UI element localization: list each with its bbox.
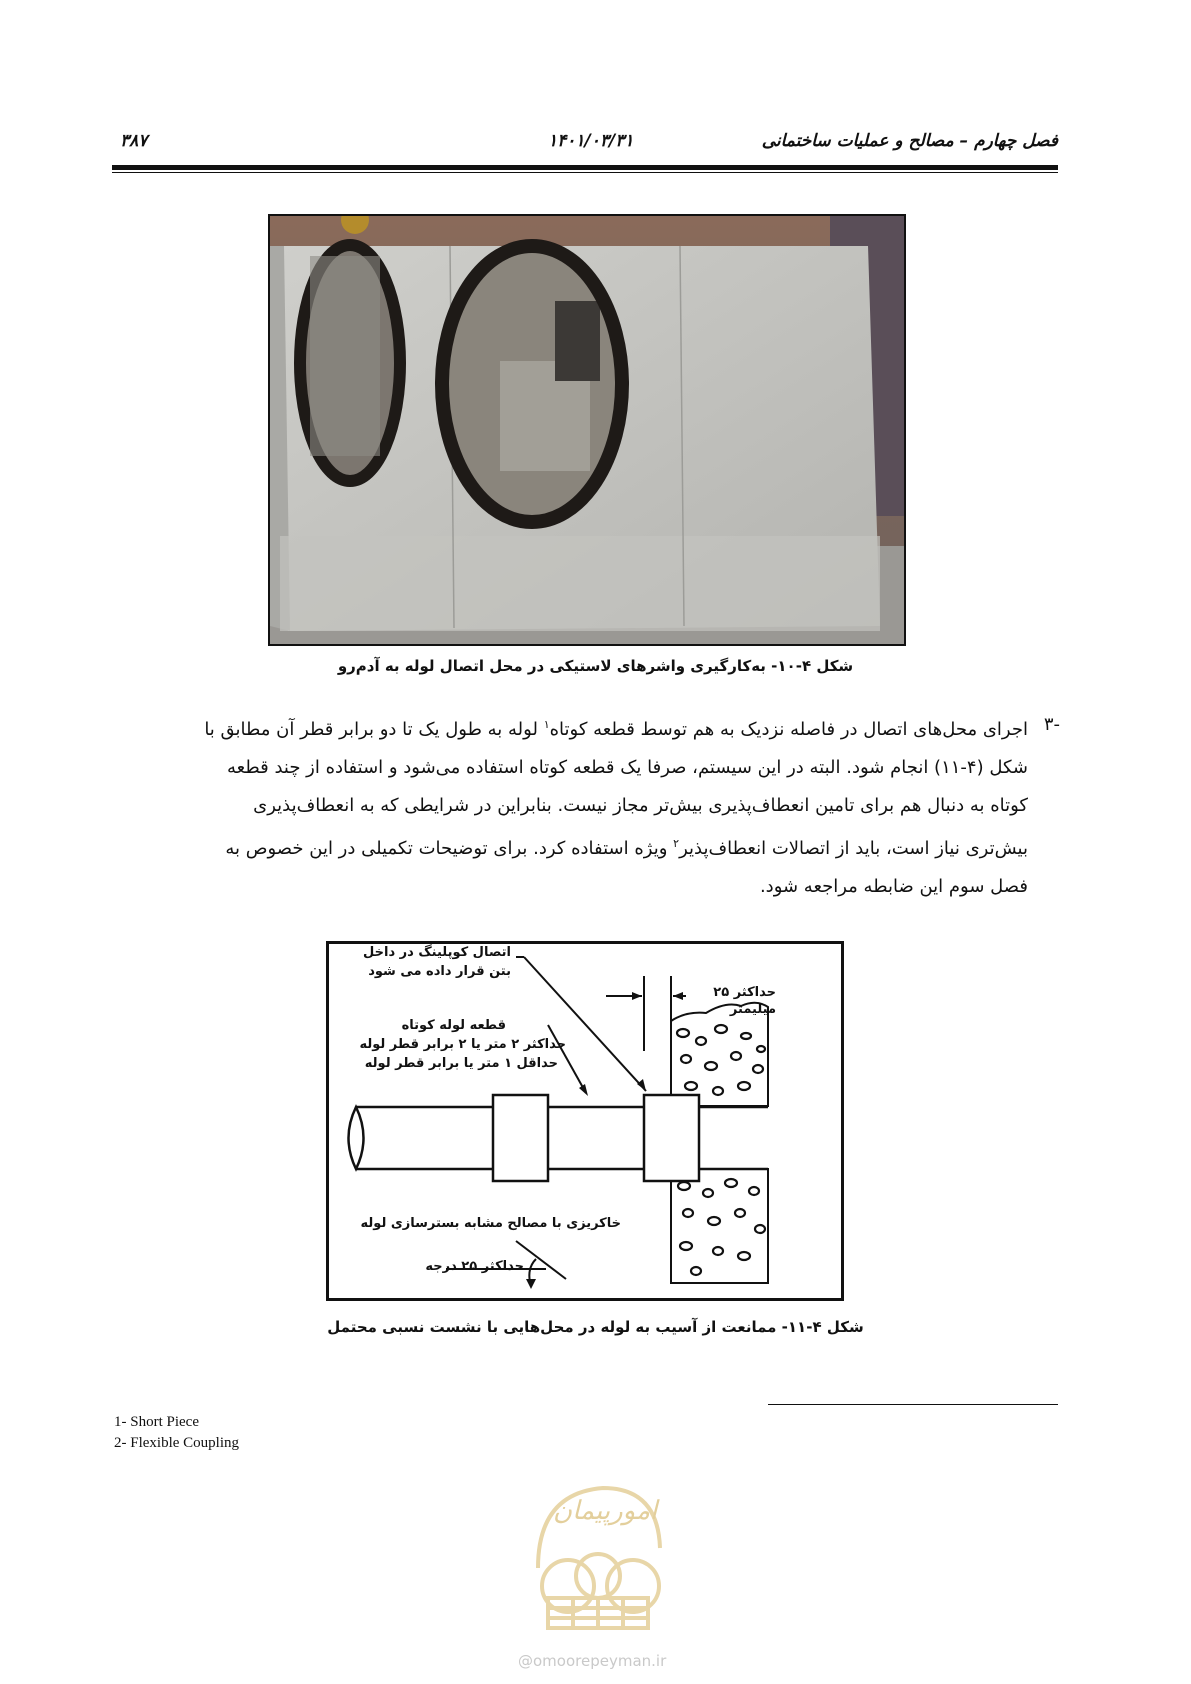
paragraph-line: کوتاه به دنبال هم برای تامین انعطاف‌پذیری بیش‌تر مجاز نیست. بنابراین در شرایطی که به انعطاف‌پذیری — [253, 795, 1028, 816]
footnote-rule — [768, 1404, 1058, 1405]
figure-caption: شکل ۴-۱۱- ممانعت از آسیب به لوله در محل‌هایی با نشست نسبی محتمل — [327, 1318, 864, 1336]
chapter-title: فصل چهارم – مصالح و عملیات ساختمانی — [761, 131, 1058, 151]
short-piece-label: حداقل ۱ متر یا برابر قطر لوله — [364, 1056, 558, 1071]
short-piece-label: قطعه لوله کوتاه — [401, 1018, 506, 1033]
paragraph-line: فصل سوم این ضابطه مراجعه شود. — [759, 876, 1028, 897]
short-piece-label: حداکثر ۲ متر یا ۲ برابر قطر لوله — [359, 1037, 566, 1052]
footnote: 1- Short Piece — [114, 1414, 199, 1430]
footnote: 2- Flexible Coupling — [114, 1435, 239, 1451]
max-25mm-label: حداکثر ۲۵ — [713, 985, 776, 1000]
coupling-label: بتن قرار داده می شود — [368, 964, 511, 979]
backfill-label: خاکریزی با مصالح مشابه بسترسازی لوله — [360, 1216, 621, 1231]
page-number: ۳۸۷ — [120, 131, 148, 151]
angle-label: حداکثر ۲۵ درجه — [425, 1259, 524, 1274]
max-25mm-label: میلیمتر — [729, 1002, 776, 1017]
watermark-text: امورپیمان — [553, 1496, 658, 1526]
header-rule — [112, 165, 1058, 170]
manhole-photo — [268, 214, 906, 646]
paragraph-line: بیش‌تری نیاز است، باید از اتصالات انعطاف‌پذیر$^۲$ ویژه استفاده کرد. برای توضیحات تکمیلی در این خصوص به — [225, 837, 1028, 859]
body-paragraph — [112, 706, 1060, 906]
figure-caption: شکل ۴-۱۰- به‌کارگیری واشرهای لاستیکی در محل اتصال لوله به آدم‌رو — [337, 657, 854, 675]
paragraph-line: اجرای محل‌های اتصال در فاصله نزدیک به هم توسط قطعه کوتاه$^۱$ لوله به طول یک تا دو برابر قطر آن مطابق با — [204, 718, 1028, 740]
watermark-logo — [508, 1458, 688, 1658]
pipe-diagram — [326, 941, 844, 1301]
paragraph-line: شکل (۴-۱۱) انجام شود. البته در این سیستم، صرفا یک قطعه کوتاه استفاده می‌شود و استفاده از چند قطعه — [227, 757, 1028, 778]
footnote-ref: ۱ — [543, 718, 550, 731]
list-number: -۳ — [1043, 714, 1060, 735]
watermark-site: @omoorepeyman.ir — [518, 1652, 667, 1670]
header-date: ۱۴۰۱/۰۳/۳۱ — [548, 131, 634, 151]
header-rule-thin — [112, 172, 1058, 173]
coupling-label: اتصال کوپلینگ در داخل — [363, 945, 511, 960]
footnote-ref: ۲ — [673, 837, 680, 850]
